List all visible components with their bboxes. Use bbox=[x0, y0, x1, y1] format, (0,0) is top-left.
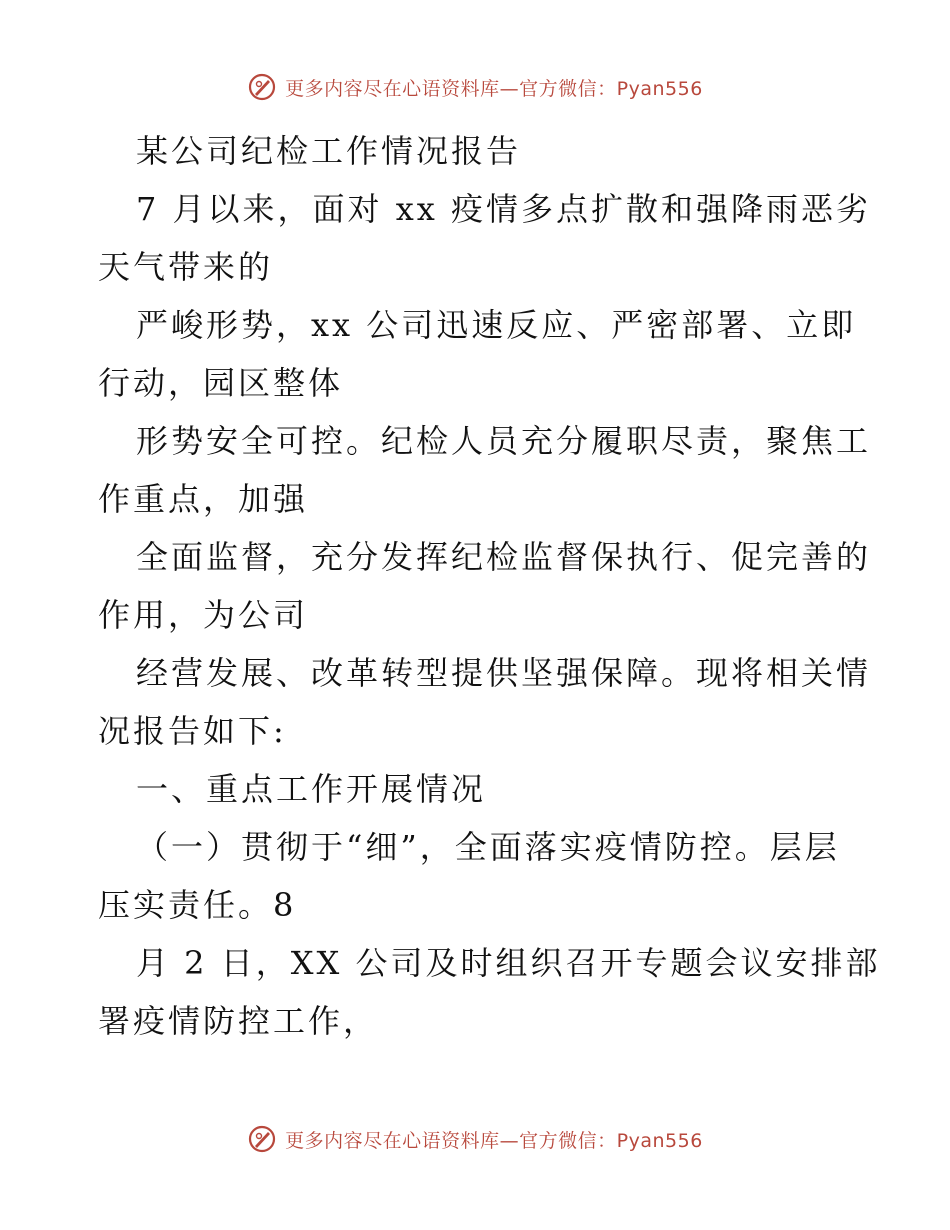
paragraph-line: 行动，园区整体 bbox=[98, 364, 344, 402]
quill-pen-logo-icon bbox=[247, 72, 277, 102]
document-body bbox=[98, 122, 881, 1050]
paragraph-line: 7 月以来，面对 xx 疫情多点扩散和强降雨恶劣 bbox=[136, 190, 871, 228]
paragraph-line: 署疫情防控工作， bbox=[98, 1002, 379, 1040]
document-title: 某公司纪检工作情况报告 bbox=[136, 132, 522, 170]
paragraph-line: 况报告如下: bbox=[98, 712, 287, 750]
footer-watermark bbox=[0, 1124, 950, 1154]
section-heading: 一、重点工作开展情况 bbox=[136, 770, 487, 808]
header-watermark bbox=[0, 72, 950, 102]
quill-pen-logo-icon bbox=[247, 1124, 277, 1154]
paragraph-line: 月 2 日，XX 公司及时组织召开专题会议安排部 bbox=[136, 944, 881, 982]
paragraph-line: 压实责任。8 bbox=[98, 886, 297, 924]
paragraph-line: 全面监督，充分发挥纪检监督保执行、促完善的 bbox=[136, 538, 872, 576]
paragraph-line: 天气带来的 bbox=[98, 248, 274, 286]
subsection-heading: （一）贯彻于“细”，全面落实疫情防控。层层 bbox=[136, 828, 840, 866]
paragraph-line: 经营发展、改革转型提供坚强保障。现将相关情 bbox=[136, 654, 872, 692]
paragraph-line: 作重点，加强 bbox=[98, 480, 309, 518]
paragraph-line: 严峻形势，xx 公司迅速反应、严密部署、立即 bbox=[136, 306, 857, 344]
paragraph-line: 作用，为公司 bbox=[98, 596, 309, 634]
watermark-text: 更多内容尽在心语资料库—官方微信：Pyan556 bbox=[285, 1129, 703, 1152]
paragraph-line: 形势安全可控。纪检人员充分履职尽责，聚焦工 bbox=[136, 422, 872, 460]
watermark-text: 更多内容尽在心语资料库—官方微信：Pyan556 bbox=[285, 77, 703, 100]
